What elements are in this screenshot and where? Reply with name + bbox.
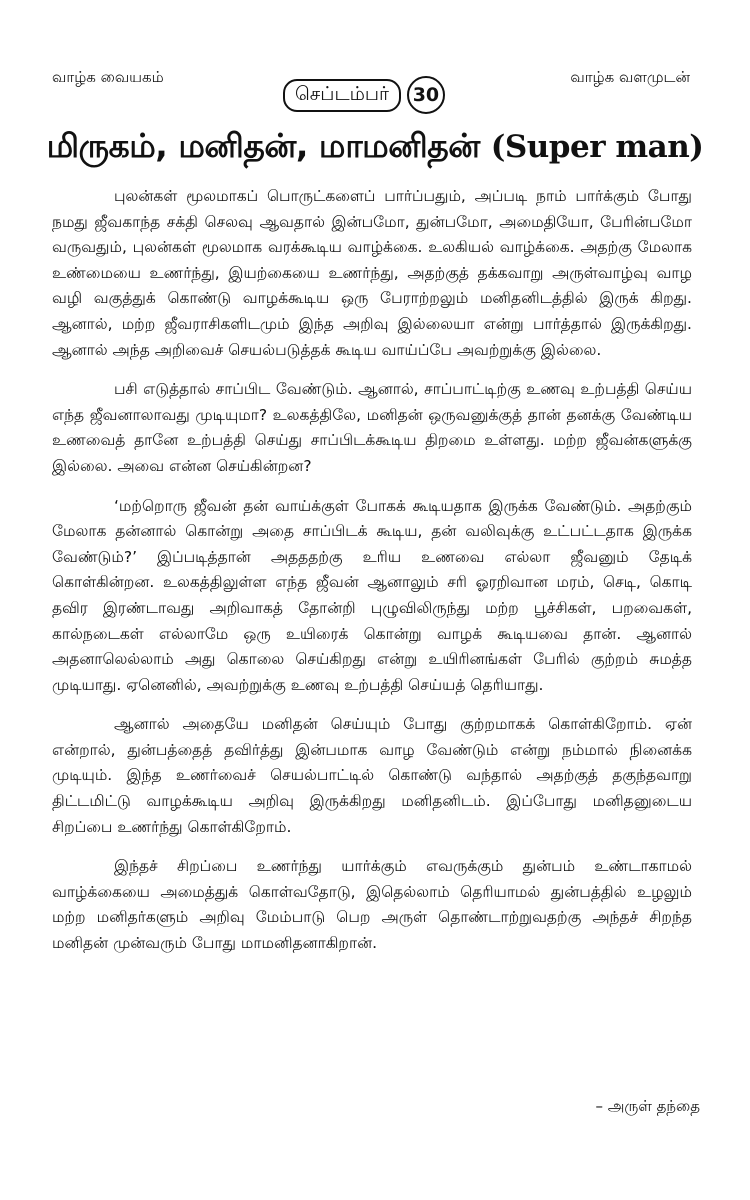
date-badge xyxy=(283,76,445,114)
title-tamil: மிருகம், மனிதன், மாமனிதன் xyxy=(46,126,480,165)
paragraph-4: ஆனால் அதையே மனிதன் செய்யும் போது குற்றமாகக் கொள்கிறோம். ஏன் என்றால், துன்பத்தைத் தவிர்த்து இன்பமாக வாழ வேண்டும் என்று நம்மால் நினைக்க முடியும். இந்த உணர்வைச் செயல்பாட்டில் கொண்டு வந்தால் அதற்குத் தகுந்தவாறு திட்டமிட்டு வாழக்கூடிய அறிவு இருக்கிறது மனிதனிடம். இப்போது மனிதனுடைய சிறப்பை உணர்ந்து கொள்கிறோம். xyxy=(52,715,692,836)
header-right-motto: வாழ்க வளமுடன் xyxy=(570,68,690,86)
month-label: செப்டம்பர் xyxy=(283,79,401,112)
paragraph-2: பசி எடுத்தால் சாப்பிட வேண்டும். ஆனால், சாப்பாட்டிற்கு உணவு உற்பத்தி செய்ய எந்த ஜீவனாலாவது முடியுமா? உலகத்திலே, மனிதன் ஒருவனுக்குத் தான் தனக்கு வேண்டிய உணவைத் தானே உற்பத்தி செய்து சாப்பிடக்கூடிய திறமை உள்ளது. மற்ற ஜீவன்களுக்கு இல்லை. அவை என்ன செய்கின்றன? xyxy=(52,380,692,475)
title-english: (Super man) xyxy=(490,129,704,165)
paragraph-5: இந்தச் சிறப்பை உணர்ந்து யார்க்கும் எவருக்கும் துன்பம் உண்டாகாமல் வாழ்க்கையை அமைத்துக் கொள்வதோடு, இதெல்லாம் தெரியாமல் துன்பத்தில் உழலும் மற்ற மனிதர்களும் அறிவு மேம்பாடு பெற அருள் தொண்டாற்றுவதற்கு அந்தச் சிறந்த மனிதன் முன்வரும் போது மாமனிதனாகிறான். xyxy=(52,857,692,953)
day-number: 30 xyxy=(407,76,445,114)
header-left-motto: வாழ்க வையகம் xyxy=(52,68,164,86)
author-signature: – அருள் தந்தை xyxy=(595,1097,700,1115)
page-title xyxy=(0,126,750,170)
paragraph-3: ‘மற்றொரு ஜீவன் தன் வாய்க்குள் போகக் கூடியதாக இருக்க வேண்டும். அதற்கும் மேலாக தன்னால் கொன்று அதை சாப்பிடக் கூடிய, தன் வலிவுக்கு உட்பட்டதாக இருக்க வேண்டும்?’ இப்படித்தான் அதததற்கு உரிய உணவை எல்லா ஜீவனும் தேடிக் கொள்கின்றன. உலகத்திலுள்ள எந்த ஜீவன் ஆனாலும் சரி ஓரறிவான மரம், செடி, கொடி தவிர இரண்டாவது அறிவாகத் தோன்றி புழுவிலிருந்து மற்ற பூச்சிகள், பறவைகள், கால்நடைகள் எல்லாமே ஒரு உயிரைக் கொன்று வாழக் கூடியவை தான். ஆனால் அதனாலெல்லாம் அது கொலை செய்கிறது என்று உயிரினங்கள் பேரில் குற்றம் சுமத்த முடியாது. ஏனெனில், அவற்றுக்கு உணவு உற்பத்தி செய்யத் தெரியாது. xyxy=(52,496,692,694)
page-header xyxy=(30,62,720,122)
article-body xyxy=(52,184,692,971)
paragraph-1: புலன்கள் மூலமாகப் பொருட்களைப் பார்ப்பதும், அப்படி நாம் பார்க்கும் போது நமது ஜீவகாந்த சக்தி செலவு ஆவதால் இன்பமோ, துன்பமோ, அமைதியோ, பேரின்பமோ வருவதும், புலன்கள் மூலமாக வரக்கூடிய வாழ்க்கை. உலகியல் வாழ்க்கை. அதற்கு மேலாக உண்மையை உணர்ந்து, இயற்கையை உணர்ந்து, அதற்குத் தக்கவாறு அருள்வாழ்வு வாழ வழி வகுத்துக் கொண்டு வாழக்கூடிய ஒரு பேராற்றலும் மனிதனிடத்தில் இருக் கிறது. ஆனால், மற்ற ஜீவராசிகளிடமும் இந்த அறிவு இல்லையா என்று பார்த்தால் இருக்கிறது. ஆனால் அந்த அறிவைச் செயல்படுத்தக் கூடிய வாய்ப்பே அவற்றுக்கு இல்லை. xyxy=(52,187,692,359)
